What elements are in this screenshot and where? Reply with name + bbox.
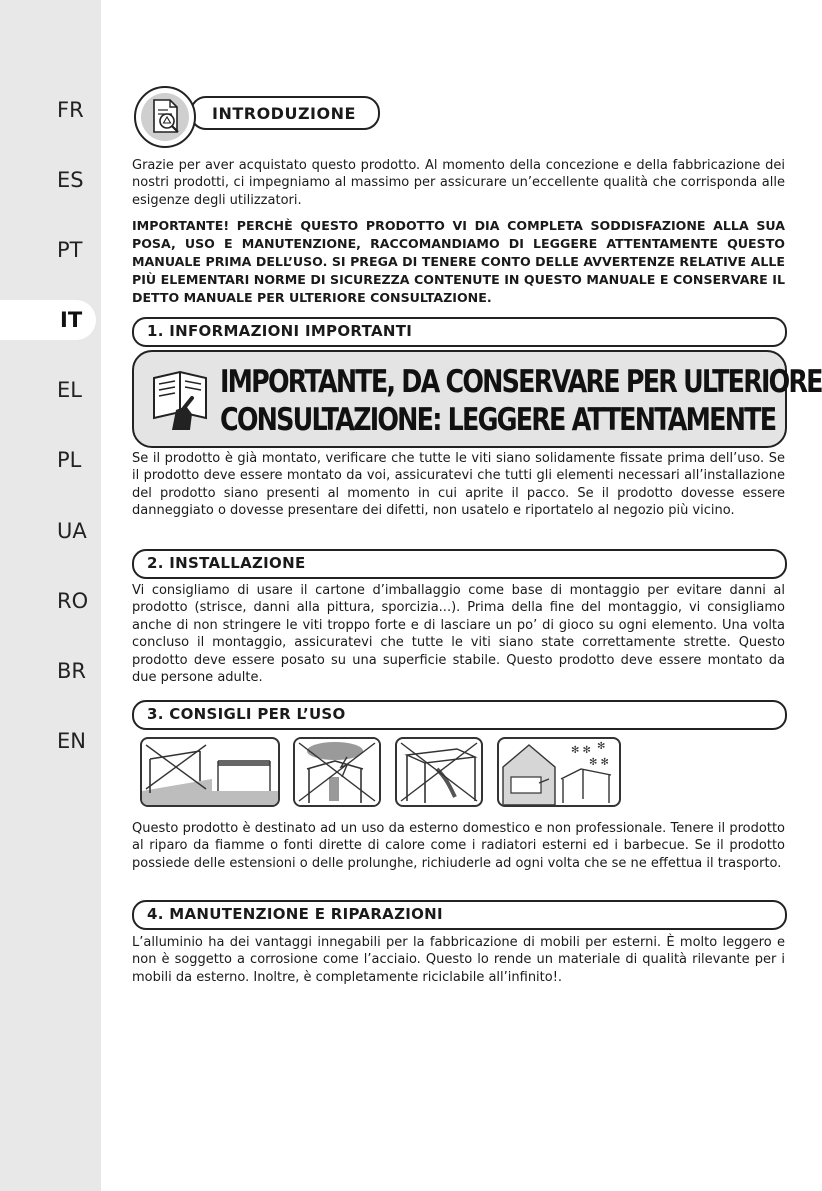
- svg-text:✻: ✻: [597, 741, 606, 752]
- language-sidebar: [0, 0, 101, 1191]
- document-warning-icon: [134, 86, 196, 148]
- lang-tab-it[interactable]: IT: [0, 300, 96, 340]
- intro-title: INTRODUZIONE: [212, 104, 356, 123]
- no-hanging-illustration: [395, 737, 483, 807]
- section-2-text: Vi consigliamo di usare il cartone d’imballaggio come base di montaggio per evitare danni al prodotto (strisce, danni alla pittura, sporcizia...). Prima della fine del montaggio, vi consigliamo anche di non stringere le viti troppo forte e di lasciare un po’ di gioco su ogni elemento. Una volta concluso il montaggio, assicuratevi che tutte le viti siano state correttamente strette. Questo prodotto deve essere posato su una superficie stabile. Questo prodotto deve essere montato da due persone adulte.: [132, 583, 785, 686]
- reading-manual-icon: [148, 364, 214, 432]
- winter-storage-illustration: [497, 737, 621, 807]
- section-2-heading: 2. INSTALLAZIONE: [132, 549, 787, 579]
- section-4-heading: 4. MANUTENZIONE E RIPARAZIONI: [132, 900, 787, 930]
- section-4-text: L’alluminio ha dei vantaggi innegabili per la fabbricazione di mobili per esterni. È molto leggero e non è soggetto a corrosione come l’acciaio. Questo lo rende un materiale di qualità rilevante per i mobili da esterno. Inoltre, è completamente riciclabile all’infinito!.: [132, 935, 785, 985]
- warning-line-1: IMPORTANTE, DA CONSERVARE PER ULTERIORE: [220, 364, 822, 400]
- intro-important-paragraph: IMPORTANTE! PERCHÈ QUESTO PRODOTTO VI DIA COMPLETA SODDISFAZIONE ALLA SUA POSA, USO E MANUTENZIONE, RACCOMANDIAMO DI LEGGERE ATTENTAMENTE QUESTO MANUALE PRIMA DELL’USO. SI PREGA DI TENERE CONTO DELLE AVVERTENZE RELATIVE ALLE PIÙ ELEMENTARI NORME DI SICUREZZA CONTENUTE IN QUESTO MANUALE E CONSERVARE IL DETTO MANUALE PER ULTERIORE CONSULTAZIONE.: [132, 218, 785, 305]
- intro-heading: [190, 96, 380, 130]
- lang-tab-fr[interactable]: FR: [57, 98, 84, 122]
- section-1-text: Se il prodotto è già montato, verificare che tutte le viti siano solidamente fissate prima dell’uso. Se il prodotto deve essere montato da voi, assicuratevi che tutti gli elementi necessari all’installazione del prodotto siano presenti al momento in cui aprite il pacco. Se il prodotto dovesse essere danneggiato o dovesse presentare dei difetti, non usatelo e riportatelo al negozio più vicino.: [132, 451, 785, 519]
- lang-tab-br[interactable]: BR: [57, 659, 86, 683]
- svg-text:✻ ✻: ✻ ✻: [589, 757, 609, 768]
- section-3-text: Questo prodotto è destinato ad un uso da esterno domestico e non professionale. Tenere il prodotto al riparo da fiamme o fonti dirette di calore come i radiatori esterni ed i barbecue. Se il prodotto possiede delle estensioni o delle prolunghe, richiuderle ad ogni volta che se ne effettua il trasporto.: [132, 821, 785, 871]
- svg-text:✻ ✻: ✻ ✻: [571, 745, 591, 756]
- no-slope-illustration: [140, 737, 280, 807]
- lang-tab-pt[interactable]: PT: [57, 238, 83, 262]
- warning-box: [132, 350, 822, 448]
- lang-tab-en[interactable]: EN: [57, 729, 86, 753]
- lang-tab-el[interactable]: EL: [57, 378, 82, 402]
- intro-paragraph: Grazie per aver acquistato questo prodotto. Al momento della concezione e della fabbricazione dei nostri prodotti, ci impegniamo al massimo per assicurare un’eccellente qualità che corrisponda alle esigenze degli utilizzatori.: [132, 158, 785, 208]
- lang-tab-pl[interactable]: PL: [57, 448, 82, 472]
- section-3-heading: 3. CONSIGLI PER L’USO: [132, 700, 787, 730]
- lang-tab-es[interactable]: ES: [57, 168, 84, 192]
- lang-tab-ro[interactable]: RO: [57, 589, 89, 613]
- no-storm-illustration: [293, 737, 381, 807]
- warning-line-2: CONSULTAZIONE: LEGGERE ATTENTAMENTE: [220, 402, 776, 438]
- section-1-heading: 1. INFORMAZIONI IMPORTANTI: [132, 317, 787, 347]
- lang-tab-ua[interactable]: UA: [57, 519, 87, 543]
